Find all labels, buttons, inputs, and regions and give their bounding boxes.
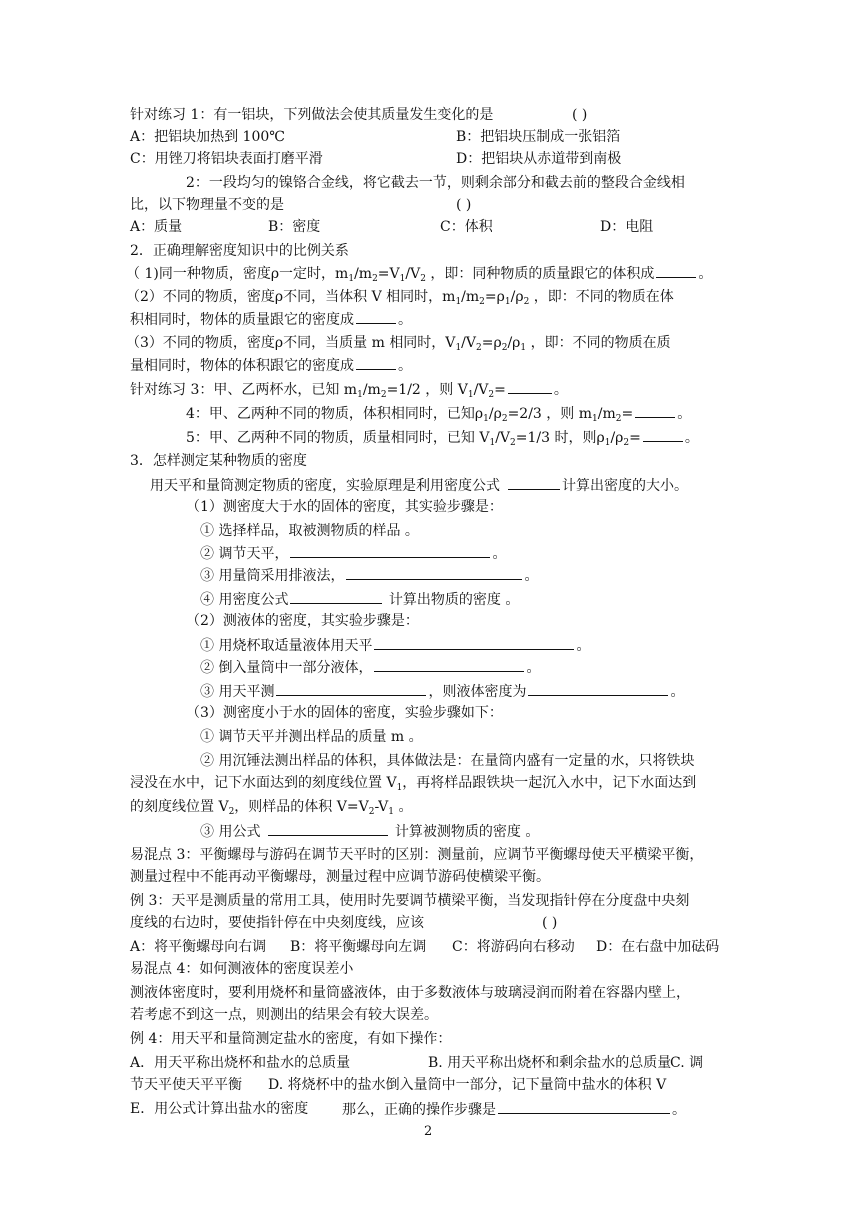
example-4-options-a-c: A．用天平称出烧杯和盐水的总质量 B. 用天平称出烧杯和剩余盐水的总质量 C. 调 xyxy=(130,1055,704,1071)
method-1-step-1: ① 选择样品，取被测物质的样品 。 xyxy=(200,523,419,539)
method-3-step-1: ① 调节天平并测出样品的质量 m 。 xyxy=(200,729,423,745)
practice-2-option-c: C：体积 xyxy=(440,219,493,235)
method-2-step-2: ② 倒入量筒中一部分液体， 。 xyxy=(200,656,540,678)
example-3-option-c: C：将游码向右移动 xyxy=(452,939,575,955)
method-2-step-1: ① 用烧杯取适量液体用天平 。 xyxy=(200,634,590,656)
practice-2-option-b: B：密度 xyxy=(268,219,321,235)
page-number: 2 xyxy=(424,1124,433,1139)
practice-2-option-a: A：质量 xyxy=(130,219,183,235)
method-1-step-4: ④ 用密度公式 计算出物质的密度 。 xyxy=(200,588,519,610)
practice-1-option-a: A：把铝块加热到 100℃ xyxy=(130,129,285,145)
method-3-step-2-cont2: 的刻度线位置 $V_2$，则样品的体积 $V=V_2-V_1$ 。 xyxy=(130,799,413,817)
ratio-rule-3: （3）不同的物质，密度ρ不同，当质量 m 相同时，$V_1/V_2=\rho_2/\rho_1$ ，即：不同的物质在质 xyxy=(126,335,671,353)
density-principle: 用天平和量筒测定物质的密度，实验原理是利用密度公式 计算出密度的大小。 xyxy=(150,474,688,496)
practice-1-question: 针对练习 1：有一铝块，下列做法会使其质量发生变化的是 ( ) xyxy=(130,107,588,123)
example-4-option-e: E．用公式计算出盐水的密度 那么，正确的操作步骤是 。 xyxy=(130,1098,308,1120)
practice-1-option-b: B：把铝块压制成一张铝箔 xyxy=(456,129,621,145)
practice-2-question-cont: 比，以下物理量不变的是 ( ) xyxy=(130,197,472,213)
method-2-heading: （2）测液体的密度，其实验步骤是： xyxy=(186,613,419,629)
method-3-step-2: ② 用沉锤法测出样品的体积，具体做法是：在量筒内盛有一定量的水，只将铁块 xyxy=(200,753,695,769)
method-3-step-3: ③ 用公式 计算被测物质的密度 。 xyxy=(200,820,539,842)
confusion-point-4-text: 测液体密度时，要利用烧杯和量筒盛液体，由于多数液体与玻璃浸润而附着在容器内壁上， xyxy=(130,985,690,1001)
method-3-heading: （3）测密度小于水的固体的密度，实验步骤如下： xyxy=(186,705,503,721)
example-3-option-a: A：将平衡螺母向右调 xyxy=(130,939,267,955)
section-3-heading: 3．怎样测定某种物质的密度 xyxy=(130,453,307,469)
example-4-options-c-d: 节天平使天平平衡 D. 将烧杯中的盐水倒入量筒中一部分，记下量筒中盐水的体积 V xyxy=(130,1077,667,1093)
practice-4: 4：甲、乙两种不同的物质，体积相同时，已知$\rho_1/\rho_2=2/3$ ，则 $m_1/m_2=$ 。 xyxy=(186,402,691,424)
practice-1-option-c: C：用锉刀将铝块表面打磨平滑 xyxy=(130,151,323,167)
example-3-question: 例 3：天平是测质量的常用工具，使用时先要调节横梁平衡，当发现指针停在分度盘中央刻 xyxy=(130,893,690,909)
method-1-step-3: ③ 用量筒采用排液法， 。 xyxy=(200,564,538,586)
practice-5: 5：甲、乙两种不同的物质，质量相同时，已知 $V_1/V_2=1/3$ 时，则$\rho_1/\rho_2=$ 。 xyxy=(186,426,699,448)
example-3-option-b: B：将平衡螺母向左调 xyxy=(290,939,427,955)
confusion-point-3: 易混点 3：平衡螺母与游码在调节天平时的区别：测量前，应调节平衡螺母使天平横梁平衡， xyxy=(130,847,704,863)
section-2-heading: 2．正确理解密度知识中的比例关系 xyxy=(130,243,349,259)
method-2-step-3: ③ 用天平测 ，则液体密度为 。 xyxy=(200,680,684,702)
practice-3: 针对练习 3：甲、乙两杯水，已知 $m_1/m_2=1/2$ ，则 $V_1/V_2=$ 。 xyxy=(130,378,568,400)
ratio-rule-1: （ 1)同一种物质，密度ρ一定时，$m_1/m_2=V_1/V_2$ ，即：同种物质的质量跟它的体积成 。 xyxy=(126,262,712,284)
example-3-option-d: D：在右盘中加砝码 xyxy=(596,939,720,955)
confusion-point-3-cont: 测量过程中不能再动平衡螺母，测量过程中应调节游码使横梁平衡。 xyxy=(130,869,550,885)
confusion-point-4: 易混点 4：如何测液体的密度误差小 xyxy=(130,961,354,977)
example-3-question-cont: 度线的右边时，要使指针停在中央刻度线，应该 ( ) xyxy=(130,915,558,931)
practice-1-option-d: D：把铝块从赤道带到南极 xyxy=(456,151,622,167)
method-1-step-2: ② 调节天平， 。 xyxy=(200,542,506,564)
confusion-point-4-text-cont: 若考虑不到这一点，则测出的结果会有较大误差。 xyxy=(130,1007,438,1023)
ratio-rule-2-cont: 积相同时，物体的质量跟它的密度成 。 xyxy=(130,308,412,330)
ratio-rule-2: （2）不同的物质，密度ρ不同，当体积 V 相同时，$m_1/m_2=\rho_1/\rho_2$ ，即：不同的物质在体 xyxy=(126,289,674,307)
method-1-heading: （1）测密度大于水的固体的密度，其实验步骤是： xyxy=(186,499,503,515)
method-3-step-2-cont: 浸没在水中，记下水面达到的刻度线位置 $V_1$，再将样品跟铁块一起沉入水中，记下水面达到 xyxy=(130,775,697,793)
example-4-question: 例 4：用天平和量筒测定盐水的密度，有如下操作： xyxy=(130,1031,452,1047)
ratio-rule-3-cont: 量相同时，物体的体积跟它的密度成 。 xyxy=(130,354,412,376)
practice-2-question: 2：一段均匀的镍铬合金线，将它截去一节，则剩余部分和截去前的整段合金线相 xyxy=(186,175,685,191)
practice-2-option-d: D：电阻 xyxy=(600,219,654,235)
